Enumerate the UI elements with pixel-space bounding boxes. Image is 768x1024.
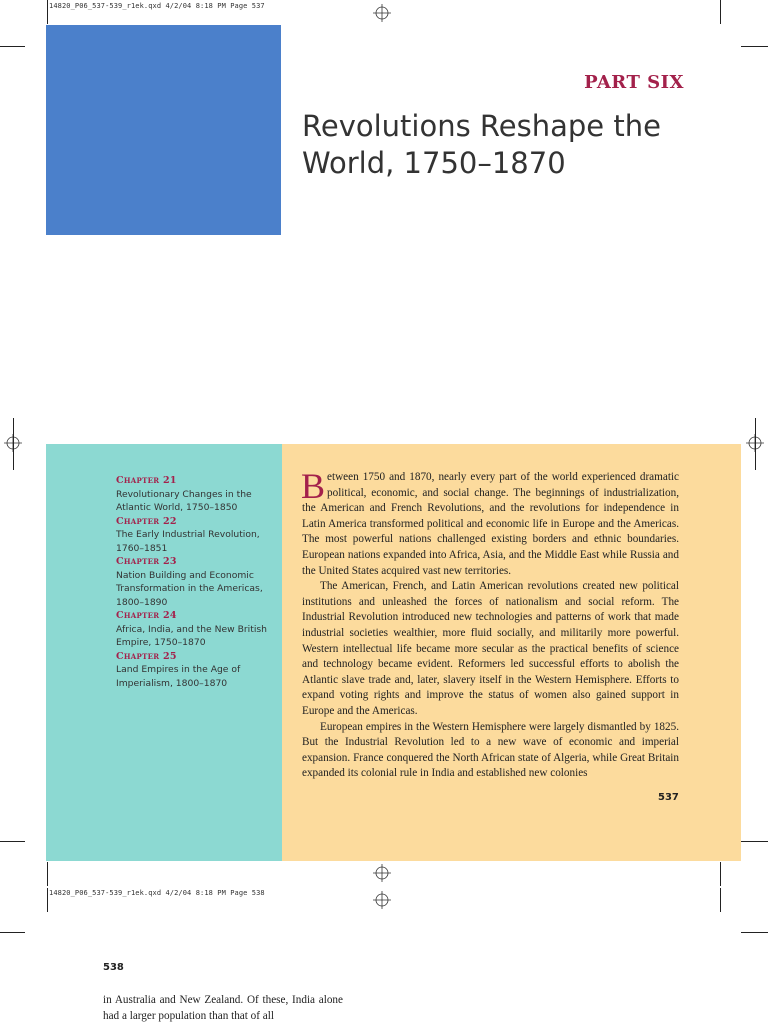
color-block <box>46 25 281 235</box>
intro-text <box>301 466 679 782</box>
crop-mark <box>0 46 25 47</box>
print-slug-bottom: 14820_P06_537-539_r1ek.qxd 4/2/04 8:18 PM Page 538 <box>49 889 265 897</box>
part-label: PART SIX <box>584 72 684 93</box>
chapter-label: Chapter 23 <box>116 556 177 567</box>
crop-mark <box>47 888 48 912</box>
chapter-title: Revolutionary Changes in the Atlantic World, 1750–1850 <box>116 488 252 513</box>
crop-mark <box>755 418 756 470</box>
intro-paragraph: The American, French, and Latin American revolutions created new political institutions and unleashed the forces of nationalism and social reform. The Industrial Revolution introduced new technologies and patterns of work that made industrial societies wealthier, more fluid socially, and militarily more powerful. Western intellectual life became more secular as the practical benefits of science and technology became evident. Reformers led successful efforts to abolish the Atlantic slave trade and, later, slavery itself in the Western Hemisphere. Efforts to expand voting rights and improve the status of women also gained support in Europe and the Americas. <box>302 580 679 717</box>
intro-paragraph: European empires in the Western Hemisphere were largely dismantled by 1825. But the Industrial Revolution led to a new wave of economic and imperial expansion. France conquered the North African state of Algeria, while Great Britain expanded its colonial rule in India and established new colonies <box>302 720 679 780</box>
chapter-label: Chapter 21 <box>116 475 177 486</box>
chapter-label: Chapter 25 <box>116 650 177 662</box>
part-title: Revolutions Reshape the World, 1750–1870 <box>302 109 661 180</box>
continuation-text: in Australia and New Zealand. Of these, India alone had a larger population than that of all <box>103 994 343 1022</box>
page-number: 537 <box>658 792 679 803</box>
crop-mark <box>741 841 768 842</box>
print-slug-top: 14820_P06_537-539_r1ek.qxd 4/2/04 8:18 PM Page 537 <box>49 2 265 10</box>
intro-paragraph: Between 1750 and 1870, nearly every part of the world experienced dramatic political, economic, and social change. The beginnings of industrialization, the American and French Revolutions, and the revolutions for independence in Latin America transformed political and economic life in Europe and the Americas. The most powerful nations challenged existing borders and ethnic boundaries. European nations expanded into Africa, Asia, and the Middle East while Russia and the United States acquired vast new territories. <box>301 466 679 577</box>
chapter-title: The Early Industrial Revolution, 1760–1851 <box>116 529 260 554</box>
chapter-label: Chapter 24 <box>116 610 177 621</box>
chapter-label: Chapter 22 <box>116 515 177 527</box>
crop-mark <box>47 862 48 886</box>
registration-mark-icon <box>373 864 391 882</box>
crop-mark <box>0 932 25 933</box>
registration-mark-icon <box>373 891 391 909</box>
crop-mark <box>13 418 14 470</box>
registration-mark-icon <box>373 4 391 22</box>
page-number: 538 <box>103 962 124 973</box>
crop-mark <box>741 932 768 933</box>
chapter-list <box>116 474 271 690</box>
crop-mark <box>741 46 768 47</box>
drop-cap: B <box>301 466 326 506</box>
crop-mark <box>0 841 25 842</box>
chapter-title: Land Empires in the Age of Imperialism, 1800–1870 <box>116 664 241 689</box>
crop-mark <box>720 862 721 886</box>
chapter-title: Africa, India, and the New British Empire, 1750–1870 <box>116 623 267 648</box>
crop-mark <box>47 0 48 24</box>
chapter-title: Nation Building and Economic Transformation in the Americas, 1800–1890 <box>116 569 263 608</box>
crop-mark <box>720 888 721 912</box>
crop-mark <box>720 0 721 24</box>
